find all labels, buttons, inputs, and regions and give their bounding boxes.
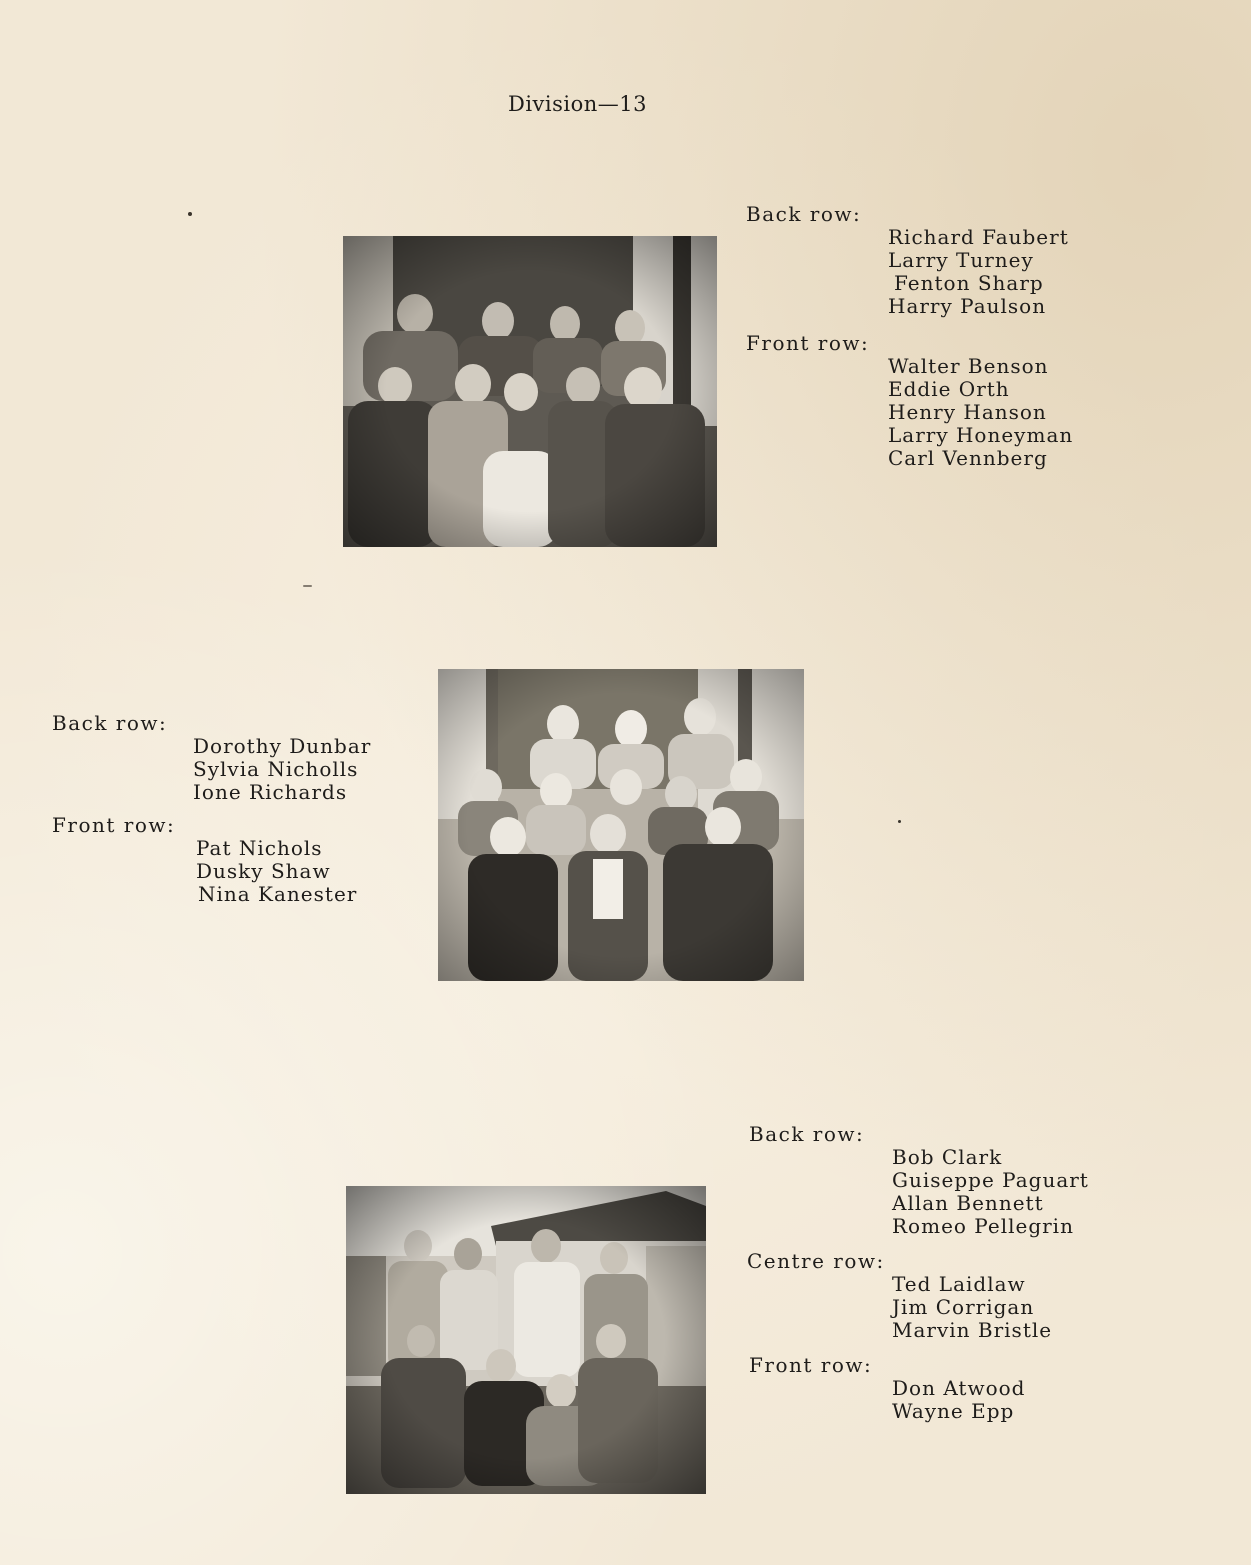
person-name: Nina Kanester <box>198 882 358 906</box>
page-title: Division—13 <box>508 92 648 116</box>
person-name: Dusky Shaw <box>196 859 331 883</box>
paper-speck <box>188 212 192 216</box>
row-label-front: Front row: <box>749 1353 873 1377</box>
person-name: Walter Benson <box>888 354 1049 378</box>
person-name: Ione Richards <box>193 780 348 804</box>
person-name: Allan Bennett <box>892 1191 1044 1215</box>
row-label-back: Back row: <box>746 202 862 226</box>
row-label-back: Back row: <box>749 1122 865 1146</box>
group-photo-girls <box>438 669 804 981</box>
caption-group-2 <box>52 712 371 906</box>
person-name: Henry Hanson <box>888 400 1047 424</box>
person-name: Ted Laidlaw <box>892 1272 1026 1296</box>
caption-group-1 <box>746 203 1073 470</box>
person-name: Jim Corrigan <box>892 1295 1035 1319</box>
person-name: Marvin Bristle <box>892 1318 1053 1342</box>
caption-group-3 <box>749 1123 1089 1423</box>
person-name: Carl Vennberg <box>888 446 1048 470</box>
group-photo-boys <box>343 236 717 547</box>
person-name: Don Atwood <box>892 1376 1026 1400</box>
person-name: Harry Paulson <box>888 294 1047 318</box>
row-label-centre: Centre row: <box>747 1249 885 1273</box>
person-name: Dorothy Dunbar <box>193 734 372 758</box>
person-name: Eddie Orth <box>888 377 1010 401</box>
person-name: Richard Faubert <box>888 225 1069 249</box>
person-name: Fenton Sharp <box>894 271 1044 295</box>
person-name: Larry Turney <box>888 248 1034 272</box>
paper-speck <box>303 585 312 587</box>
person-name: Wayne Epp <box>892 1399 1015 1423</box>
paper-speck <box>898 820 901 823</box>
person-name: Bob Clark <box>892 1145 1003 1169</box>
person-name: Pat Nichols <box>196 836 323 860</box>
person-name: Romeo Pellegrin <box>892 1214 1074 1238</box>
row-label-front: Front row: <box>52 813 176 837</box>
row-label-front: Front row: <box>746 331 870 355</box>
person-name: Larry Honeyman <box>888 423 1074 447</box>
person-name: Sylvia Nicholls <box>193 757 359 781</box>
group-photo-boys-2 <box>346 1186 706 1494</box>
person-name: Guiseppe Paguart <box>892 1168 1089 1192</box>
row-label-back: Back row: <box>52 711 168 735</box>
